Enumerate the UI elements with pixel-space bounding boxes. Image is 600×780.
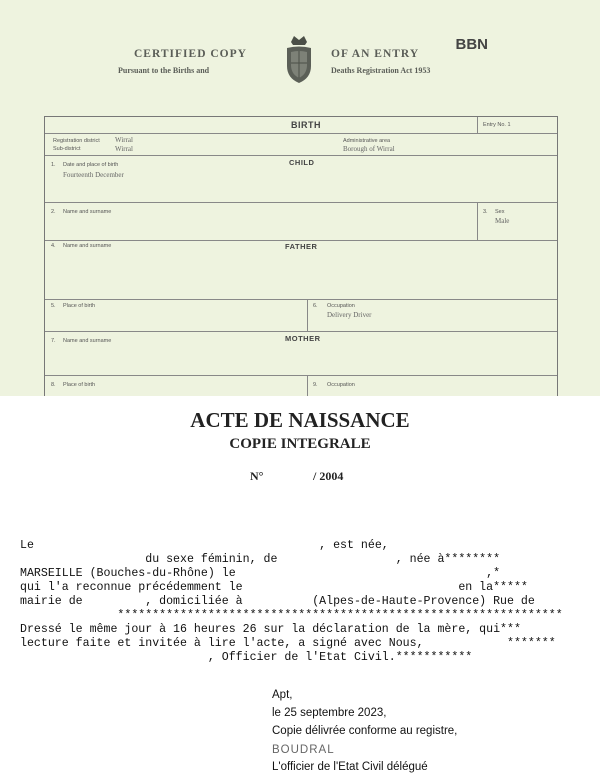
father-header: FATHER [285, 242, 318, 251]
act-line: du sexe féminin, de , née à******** [20, 553, 501, 566]
certified-copy-heading: CERTIFIED COPY [134, 48, 247, 60]
royal-crest-icon [282, 32, 316, 86]
birth-entry-form: BIRTH Entry No. 1 Registration district Wirral Sub-district Wirral Administrative area Borough of Wirral CHILD 1. Date and place of birth Fourteenth December 2. Name and surname 3. Sex Male FATHER 4. Name and surname 5. Place of birth 6. Occupation Delivery Driver MOTHER 7. Name and surname 8. Place of birth 9. Occupation [44, 116, 558, 396]
occupation-value: Delivery Driver [327, 311, 372, 319]
father-name-label: Name and surname [63, 243, 112, 249]
mother-header: MOTHER [285, 334, 321, 343]
place-of-birth-label: Place of birth [63, 303, 96, 309]
act-line: **************************************************************** [20, 609, 563, 622]
act-line: qui l'a reconnue précédemment le en la***** [20, 581, 528, 594]
act-line: , Officier de l'Etat Civil.*********** [20, 651, 473, 664]
sub-district-value: Wirral [115, 145, 133, 153]
admin-area-value: Borough of Wirral [343, 145, 395, 153]
birth-title: BIRTH [291, 120, 321, 130]
french-birth-act [0, 396, 600, 780]
pursuant-left: Pursuant to the Births and [118, 66, 210, 75]
officer-name: BOUDRAL [272, 744, 335, 756]
act-line: mairie de , domiciliée à (Alpes-de-Haute-Provence) Rue de [20, 595, 535, 608]
mother-name-label: Name and surname [63, 338, 112, 344]
sub-district-label: Sub-district [53, 146, 81, 152]
act-line: lecture faite et invitée à lire l'acte, a signé avec Nous, ******* [20, 637, 556, 650]
act-line: Le , est née, [20, 539, 389, 552]
act-title: ACTE DE NAISSANCE [190, 408, 410, 432]
sex-value: Male [495, 217, 510, 225]
act-line: MARSEILLE (Bouches-du-Rhône) le ,* [20, 567, 501, 580]
act-line: Dressé le même jour à 16 heures 26 sur la déclaration de la mère, qui*** [20, 623, 521, 636]
child-name-label: Name and surname [63, 209, 112, 215]
entry-number: Entry No. 1 [483, 122, 511, 128]
mother-occupation-label: Occupation [327, 382, 355, 388]
certificate-code: BBN [455, 36, 488, 53]
signature-date: le 25 septembre 2023, [272, 707, 387, 719]
act-subtitle: COPIE INTEGRALE [229, 436, 371, 452]
act-number-label: N° [250, 469, 264, 483]
mother-place-label: Place of birth [63, 382, 96, 388]
officer-title: L'officier de l'Etat Civil délégué [272, 761, 428, 773]
of-an-entry-heading: OF AN ENTRY [331, 48, 420, 60]
sex-label: Sex [495, 209, 505, 215]
date-place-label: Date and place of birth [63, 162, 119, 168]
signature-conform: Copie délivrée conforme au registre, [272, 725, 458, 737]
signature-place: Apt, [272, 689, 293, 701]
registration-district-value: Wirral [115, 136, 133, 144]
child-header: CHILD [289, 158, 315, 167]
registration-district-label: Registration district [53, 138, 100, 144]
act-number-year: / 2004 [313, 469, 344, 483]
date-place-value: Fourteenth December [63, 171, 124, 179]
pursuant-right: Deaths Registration Act 1953 [331, 66, 431, 75]
occupation-label: Occupation [327, 303, 355, 309]
admin-area-label: Administrative area [343, 138, 391, 144]
